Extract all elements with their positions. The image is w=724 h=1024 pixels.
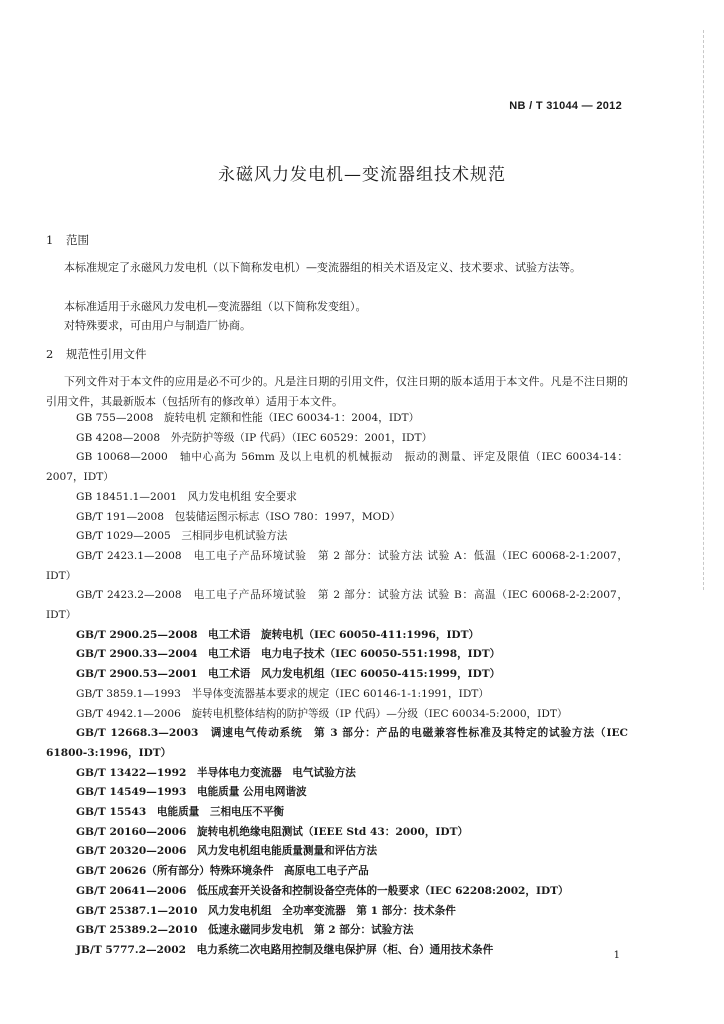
section-number: 2	[46, 347, 54, 361]
reference-list	[46, 409, 628, 961]
document-title: 永磁风力发电机—变流器组技术规范	[218, 165, 506, 185]
page-number: 1	[613, 950, 620, 961]
reference-item: GB/T 20626（所有部分）特殊环境条件 高原电工电子产品	[76, 865, 369, 878]
reference-item: GB/T 25389.2—2010 低速永磁同步发电机 第 2 部分：试验方法	[76, 924, 414, 937]
standard-code: NB / T 31044 — 2012	[509, 100, 622, 112]
scope-paragraph-2: 本标准适用于永磁风力发电机—变流器组（以下简称发变组）。	[64, 300, 367, 313]
reference-item: GB/T 1029—2005 三相同步电机试验方法	[76, 530, 288, 543]
reference-item: GB/T 3859.1—1993 半导体变流器基本要求的规定（IEC 60146-1-1:1991，IDT）	[76, 687, 489, 700]
reference-item: GB/T 20160—2006 旋转电机绝缘电阻测试（IEEE Std 43：2000，IDT）	[76, 825, 469, 838]
reference-item: GB/T 2900.53—2001 电工术语 风力发电机组（IEC 60050-415:1999，IDT）	[76, 668, 501, 681]
reference-item: GB/T 15543 电能质量 三相电压不平衡	[76, 806, 285, 819]
section-number: 1	[46, 233, 54, 247]
reference-item: GB/T 13422—1992 半导体电力变流器 电气试验方法	[76, 766, 356, 779]
normative-intro: 下列文件对于本文件的应用是必不可少的。凡是注日期的引用文件，仅注日期的版本适用于本文件。凡是不注日期的引用文件，其最新版本（包括所有的修改单）适用于本文件。	[46, 375, 628, 408]
reference-item: GB 4208—2008 外壳防护等级（IP 代码）（IEC 60529：2001，IDT）	[76, 431, 433, 444]
reference-item: GB 10068—2000 轴中心高为 56mm 及以上电机的机械振动 振动的测量、评定及限值（IEC 60034-14：2007，IDT）	[46, 451, 628, 484]
reference-item: GB/T 2900.33—2004 电工术语 电力电子技术（IEC 60050-551:1998，IDT）	[76, 648, 501, 661]
reference-item: GB/T 2423.2—2008 电工电子产品环境试验 第 2 部分：试验方法 试验 B：高温（IEC 60068-2-2:2007，IDT）	[46, 589, 628, 622]
reference-item: GB/T 20320—2006 风力发电机组电能质量测量和评估方法	[76, 845, 378, 858]
scope-paragraph-3: 对特殊要求，可由用户与制造厂协商。	[64, 319, 251, 332]
section-title: 范围	[66, 233, 89, 247]
reference-item: GB/T 20641—2006 低压成套开关设备和控制设备空壳体的一般要求（IEC 62208:2002，IDT）	[76, 884, 569, 897]
reference-item: GB 18451.1—2001 风力发电机组 安全要求	[76, 490, 297, 503]
section-1-heading	[46, 232, 89, 248]
scan-edge-line	[703, 30, 704, 590]
section-2-heading	[46, 346, 147, 362]
reference-item: GB/T 2900.25—2008 电工术语 旋转电机（IEC 60050-411:1996，IDT）	[76, 628, 480, 641]
scope-paragraph-1: 本标准规定了永磁风力发电机（以下简称发电机）—变流器组的相关术语及定义、技术要求、试验方法等。	[64, 261, 581, 274]
reference-item: GB/T 12668.3—2003 调速电气传动系统 第 3 部分：产品的电磁兼容性标准及其特定的试验方法（IEC 61800-3:1996，IDT）	[46, 727, 628, 759]
section-title: 规范性引用文件	[66, 347, 147, 361]
reference-item: GB/T 25387.1—2010 风力发电机组 全功率变流器 第 1 部分：技术条件	[76, 904, 456, 917]
reference-item: GB/T 4942.1—2006 旋转电机整体结构的防护等级（IP 代码）—分级（IEC 60034-5:2000，IDT）	[76, 707, 568, 720]
reference-item: GB/T 191—2008 包装储运图示标志（ISO 780：1997，MOD）	[76, 510, 401, 523]
reference-item: JB/T 5777.2—2002 电力系统二次电路用控制及继电保护屏（柜、台）通用技术条件	[76, 943, 494, 956]
reference-item: GB/T 2423.1—2008 电工电子产品环境试验 第 2 部分：试验方法 试验 A：低温（IEC 60068-2-1:2007，IDT）	[46, 549, 628, 582]
reference-item: GB/T 14549—1993 电能质量 公用电网谐波	[76, 786, 307, 799]
reference-item: GB 755—2008 旋转电机 定额和性能（IEC 60034-1：2004，IDT）	[76, 412, 420, 424]
